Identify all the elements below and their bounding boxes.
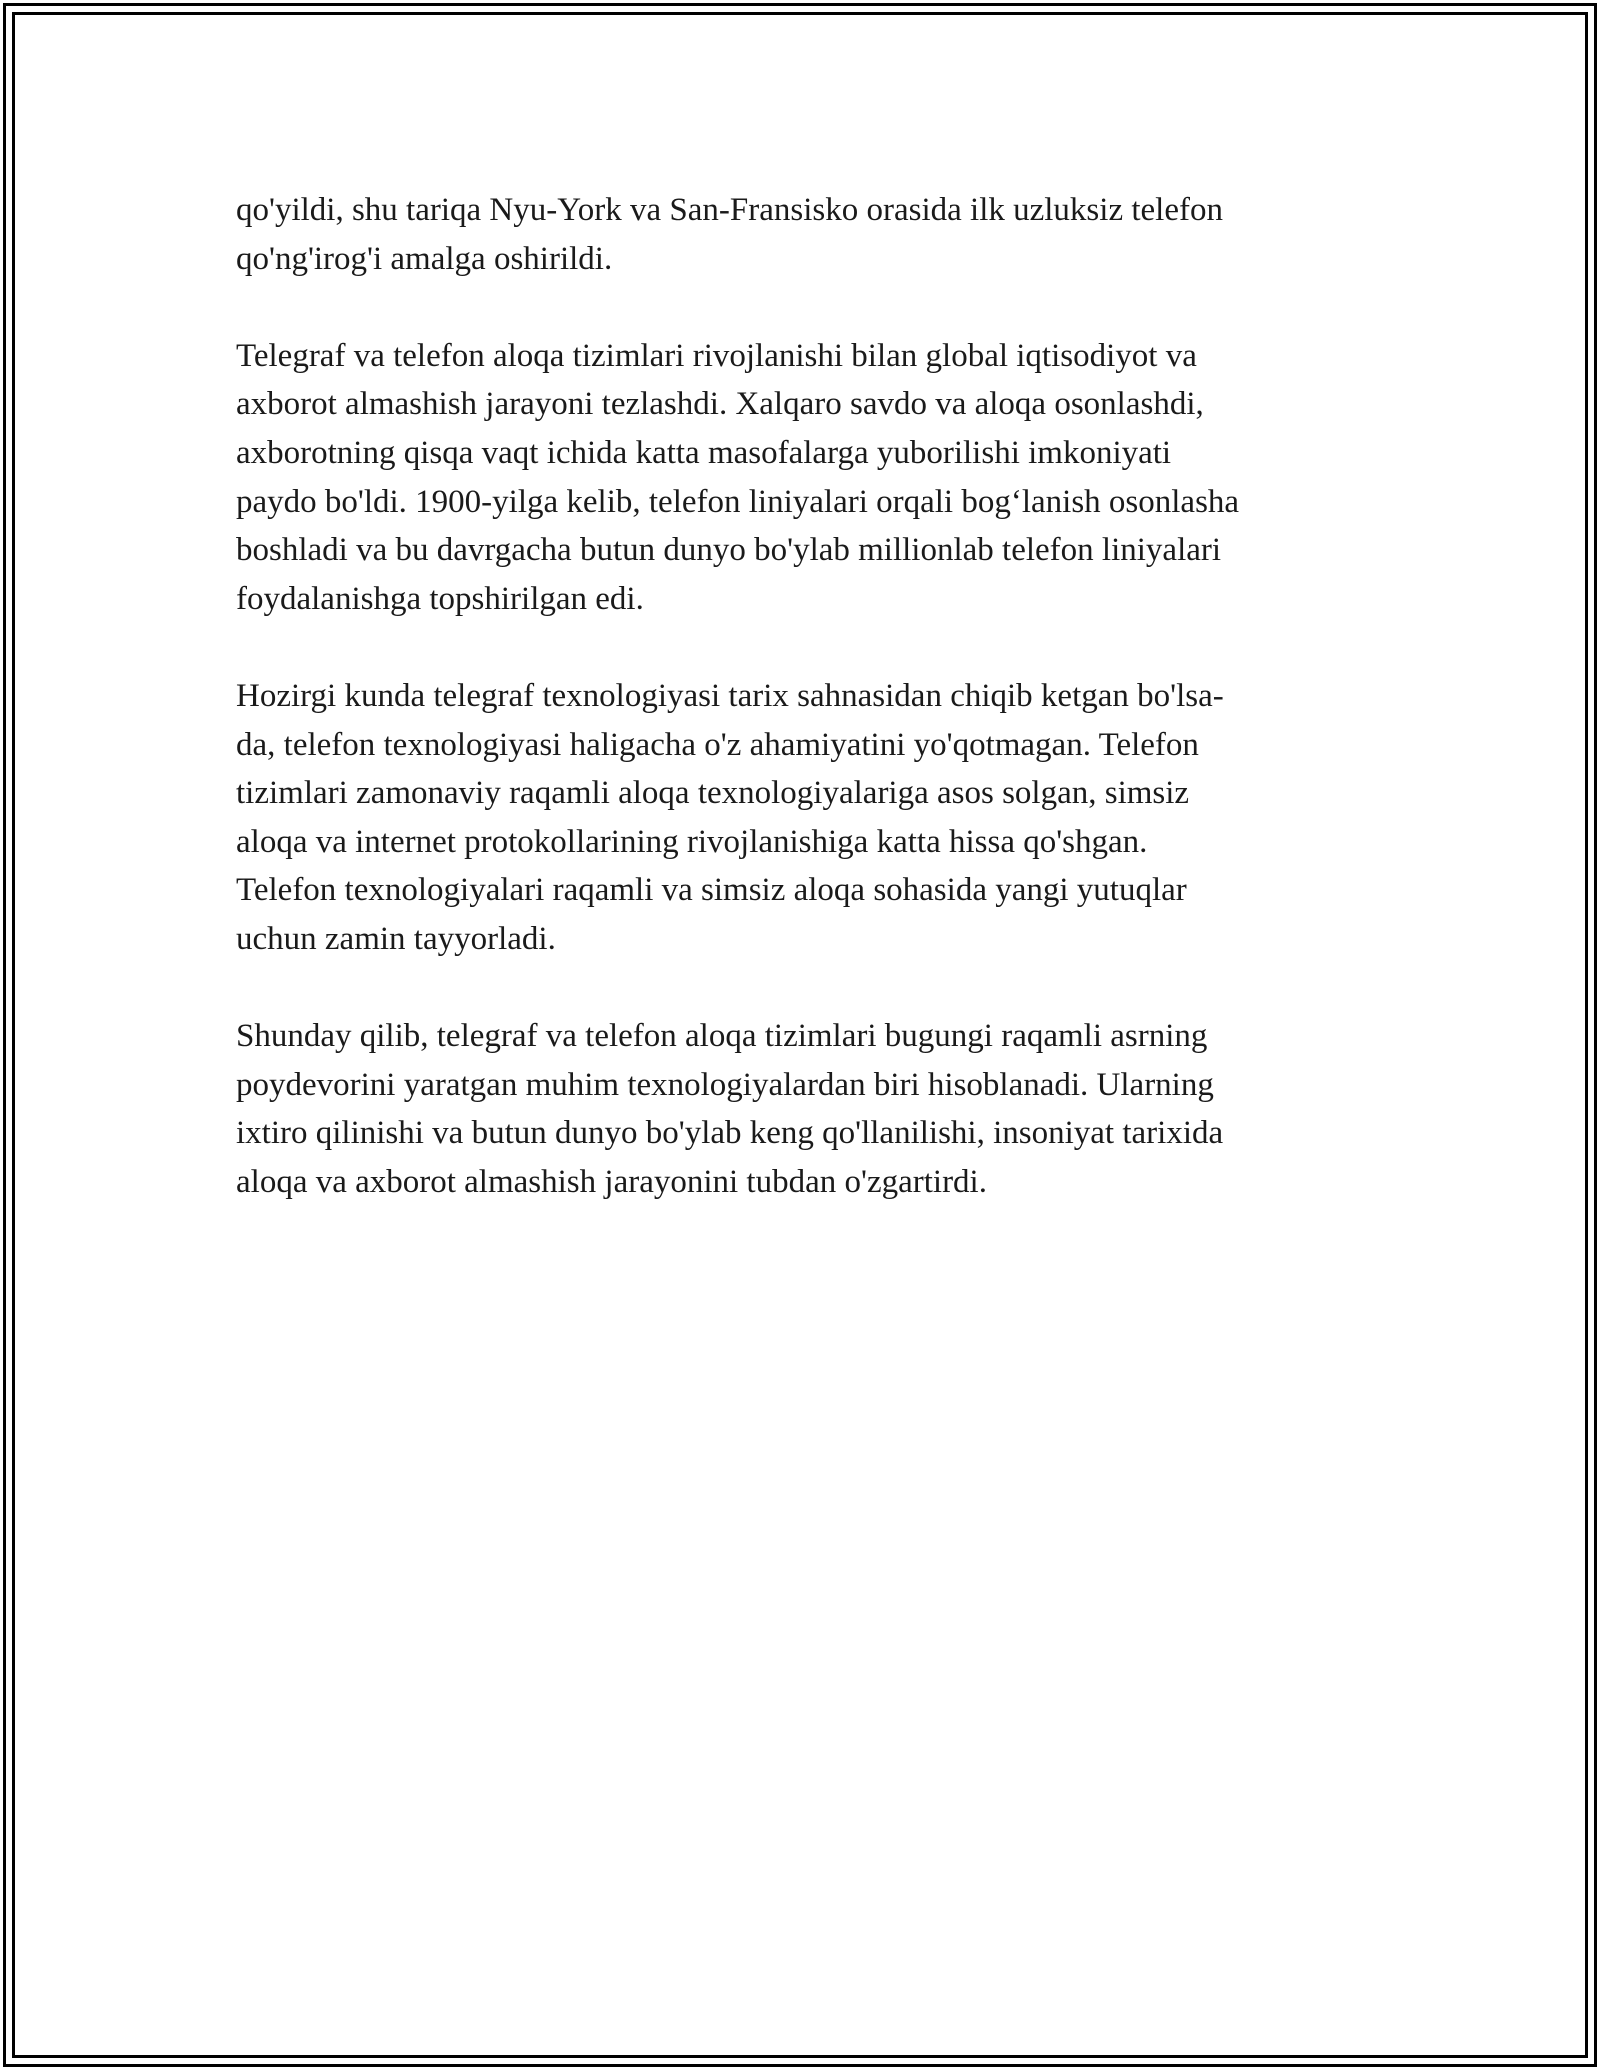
paragraph-3: Hozirgi kunda telegraf texnologiyasi tarix sahnasidan chiqib ketgan bo'lsa- da, telefon texnologiyasi haligacha o'z ahamiyatini yo'qotmagan. Telefon tizimlari zamonaviy raqamli aloqa texnologiyalariga asos solgan, simsiz aloqa va internet protokollarining rivojlanishiga katta hissa qo'shgan. Telefon texnologiyalari raqamli va simsiz aloqa sohasida yangi yutuqlar uchun zamin tayyorladi. <box>236 677 1224 957</box>
paragraph-4: Shunday qilib, telegraf va telefon aloqa tizimlari bugungi raqamli asrning poydevorini yaratgan muhim texnologiyalardan biri hisoblanadi. Ularning ixtiro qilinishi va butun dunyo bo'ylab keng qo'llanilishi, insoniyat tarixida aloqa va axborot almashish jarayonini tubdan o'zgartirdi. <box>236 1018 1224 1200</box>
document-body <box>236 186 1366 1255</box>
paragraph-2: Telegraf va telefon aloqa tizimlari rivojlanishi bilan global iqtisodiyot va axborot almashish jarayoni tezlashdi. Xalqaro savdo va aloqa osonlashdi, axborotning qisqa vaqt ichida katta masofalarga yuborilishi imkoniyati paydo bo'ldi. 1900-yilga kelib, telefon liniyalari orqali bog‘lanish osonlasha boshladi va bu davrgacha butun dunyo bo'ylab millionlab telefon liniyalari foydalanishga topshirilgan edi. <box>236 337 1240 617</box>
paragraph-1: qo'yildi, shu tariqa Nyu-York va San-Fransisko orasida ilk uzluksiz telefon qo'ng'irog'i amalga oshirildi. <box>236 192 1223 277</box>
